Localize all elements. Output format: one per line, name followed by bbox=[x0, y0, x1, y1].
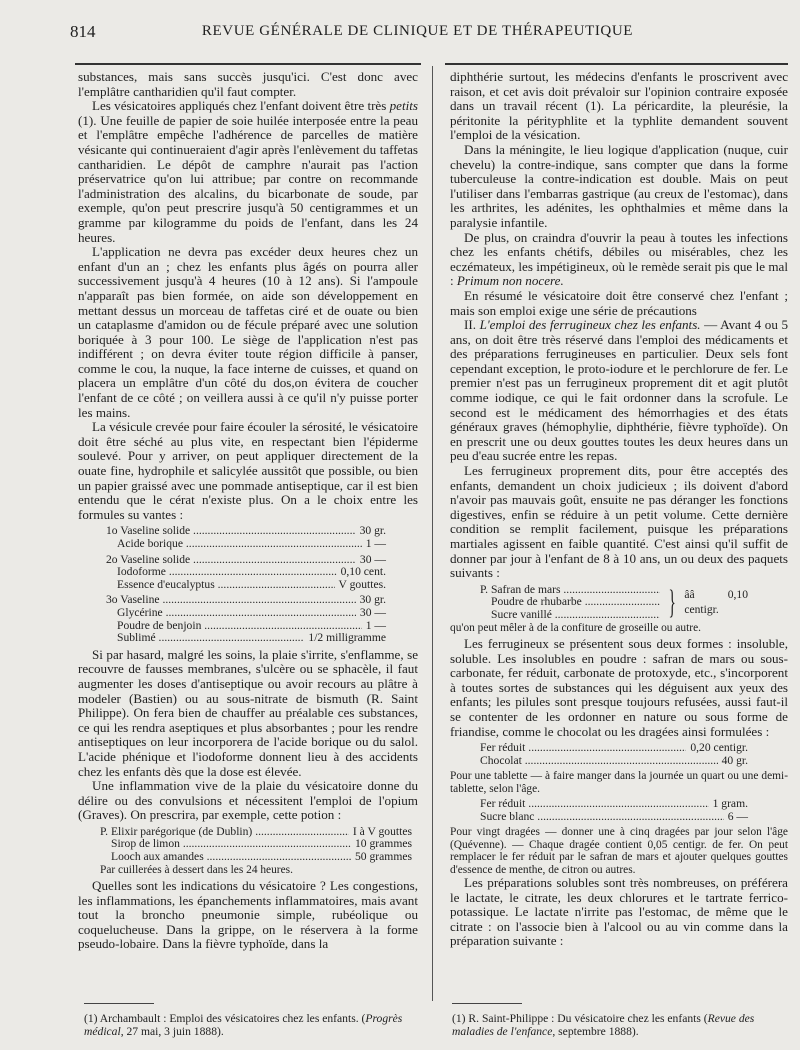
paragraph: Les ferrugineux proprement dits, pour être acceptés des enfants, demandent un choix judicieux ; ils doivent d'abord n'avoir pas mauvais goût, ensuite ne pas déranger les fonctions digestives, enfin se réduire à un petit volume. Cette dernière condition se remplit facilement, puisque les préparations martiales agissent en faible quantité. C'est ainsi qu'il suffit de donner par jour à l'enfant de 8 à 10 ans, un ou deux des paquets suivants : bbox=[450, 463, 788, 581]
formula-line: Poudre de rhubarbe ..... bbox=[480, 596, 660, 609]
footnote-rule-right bbox=[452, 1003, 522, 1004]
formula-line: Poudre de benjoin ..... 1 — bbox=[106, 620, 386, 633]
paragraph: La vésicule crevée pour faire écouler la sérosité, le vésicatoire doit être séché au plus vite, en respectant bien l'épiderme soulevé. Pour y arriver, on peut appliquer directement de la ouate fine, hydrophile et salicylée aussitôt que possible, ou bien un papier graissé avec une pommade antiseptique, car il est bien entendu que le cérat n'existe plus. On a le choix entre les formules su vantes : bbox=[78, 419, 418, 522]
formula-chocolate bbox=[450, 742, 788, 767]
formula-note: Pour une tablette — à faire manger dans la journée un quart ou une demi-tablette, selon l'âge. bbox=[450, 770, 788, 795]
header-rule-right bbox=[445, 63, 788, 65]
formula-note: Par cuillerées à dessert dans les 24 heures. bbox=[100, 863, 293, 876]
formula-line: Sirop de limon ..... 10 grammes bbox=[100, 838, 412, 851]
formula-line: Glycérine ..... 30 — bbox=[106, 607, 386, 620]
section-paragraph: II. L'emploi des ferrugineux chez les enfants. — Avant 4 ou 5 ans, on doit être très réservé dans l'emploi des médicaments et des préparations ferrugineuses en particulier. Deux sels font cependant exception, le proto-iodure et le perchlorure de fer. Le premier n'est pas un ferrugineux proprement dit et agit plutôt comme iodique, ce qui le fait ordonner dans la scrofule. Le second est le médicament des hémorrhagies et des états généraux graves (hémophylie, diphthérie, fièvre typhoïde). On en prescrit une ou deux gouttes toutes les deux heures dans un peu d'eau sucrée entre les repas. bbox=[450, 317, 788, 464]
formula-line: Sublimé ..... 1/2 milligramme bbox=[106, 632, 386, 645]
right-column bbox=[450, 70, 788, 949]
column-separator bbox=[432, 66, 433, 1001]
formula-line: Sucre vanillé ..... bbox=[480, 609, 660, 622]
paragraph: Quelles sont les indications du vésicatoire ? Les congestions, les inflammations, les épanchements inflammatoires, mais avant tout la broncho pneumonie simple, rubéolique ou coquelucheuse. Dans la grippe, on le réservera à la forme pseudo-lobaire. Dans la fièvre typhoïde, dans la bbox=[78, 878, 418, 952]
paragraph: Dans la méningite, le lieu logique d'application (nuque, cuir chevelu) la contre-indique, sans compter que dans la forme tuberculeuse la contre-indication est double. Mais on peut l'utiliser dans l'embarras gastrique (au creux de l'estomac), dans les arthrites, les adénites, les ophthalmies et même dans la paralysie infantile. bbox=[450, 141, 788, 230]
formula-1 bbox=[78, 525, 418, 550]
formula-line: Looch aux amandes ..... 50 grammes bbox=[100, 851, 412, 864]
formula-2 bbox=[78, 554, 418, 592]
paragraph: substances, mais sans succès jusqu'ici. C'est donc avec l'emplâtre cantharidien qu'il faut compter. bbox=[78, 69, 418, 99]
formula-note: Pour vingt dragées — donner une à cinq dragées par jour selon l'âge (Quévenne). — Chaque dragée contient 0,05 centigr. de fer. On peut remplacer le fer réduit par le safran de mars et ajouter quelques gouttes d'essence de menthe, de citron ou autres. bbox=[450, 826, 788, 876]
formula-dragees bbox=[450, 798, 788, 823]
paragraph: Les préparations solubles sont très nombreuses, on préférera le lactate, le citrate, les deux chlorures et le tartrate ferrico-potassique. Le lactate n'irrite pas l'estomac, de même que le citrate : on l'associe bien à l'alcool ou au vin comme dans la préparation suivante : bbox=[450, 874, 788, 949]
left-column bbox=[78, 70, 418, 952]
formula-note: qu'on peut mêler à de la confiture de groseille ou autre. bbox=[450, 621, 701, 634]
footnote-rule-left bbox=[84, 1003, 154, 1004]
paragraph: L'application ne devra pas excéder deux heures chez un enfant d'un an ; chez les enfants plus âgés on pourra aller successivement jusqu'à 4 heures (10 à 12 ans). Si l'ampoule n'apparaît pas bien formée, on aide son développement en mettant dessus un morceau de taffetas ciré et de ouate ou bien un cataplasme d'amidon ou de fécule préparé avec une solution boriquée à 3 pour 100. Le siège de l'application n'est pas indifférent ; on devra éviter toute région difficile à panser, comme le cou, la nuque, la face interne de cuisses, et quand on placera un emplâtre d'un côté du dos,on évitera de coucher l'enfant de ce côté ; on veillera aussi à ce qu'il n'y puisse porter les mains. bbox=[78, 244, 418, 420]
formula-line: 1o Vaseline solide ..... 30 gr. bbox=[106, 525, 386, 538]
footnote-right: (1) R. Saint-Philippe : Du vésicatoire chez les enfants (Revue des maladies de l'enfance, septembre 1888). bbox=[452, 1012, 755, 1038]
formula-line: Acide borique ..... 1 — bbox=[106, 538, 386, 551]
formula-line: Fer réduit ..... 1 gram. bbox=[480, 798, 748, 811]
formula-line: Chocolat ..... 40 gr. bbox=[480, 755, 748, 768]
paragraph: Une inflammation vive de la plaie du vésicatoire donne du délire ou des convulsions et nécessitent l'emploi de l'opium (Graves). On prescrira, par exemple, cette potion : bbox=[78, 778, 418, 823]
paragraph: Si par hasard, malgré les soins, la plaie s'irrite, s'enflamme, se recouvre de fausses membranes, s'ulcère ou se sphacèle, il faut augmenter les doses d'antiseptique ou avoir recours au plâtre à modeler (Bastien) ou au sous-nitrate de bismuth (R. Saint Philippe). On fera bien de chauffer au préalable ces substances, ce qui les rendra aseptiques et plus absorbantes ; pour les rendre antiseptiques on leur incorporera de l'acide borique ou du salol. L'acide phénique et l'iodoforme donnent lieu à des accidents chez les enfants dès que la dose est élevée. bbox=[78, 646, 418, 779]
running-title: REVUE GÉNÉRALE DE CLINIQUE ET DE THÉRAPEUTIQUE bbox=[201, 23, 634, 39]
paragraph: Les ferrugineux se présentent sous deux formes : insoluble, soluble. Les insolubles en poudre : safran de mars ou sous-carbonate, fer réduit, carbonate de protoxyde, etc., s'incorporent à toutes sortes de substances qui les déguisent aux yeux des enfants; les pilules sont presque toujours refusées, aussi faut-il se contenter de les ordonner en nature ou sous forme de friandise, comme le chocolat ou les dragées ainsi formulées : bbox=[450, 635, 788, 739]
paragraph: En résumé le vésicatoire doit être conservé chez l'enfant ; mais son emploi exige une série de précautions bbox=[450, 287, 788, 318]
page-number: 814 bbox=[70, 22, 96, 41]
paragraph: diphthérie surtout, les médecins d'enfants le proscrivent avec raison, et cet avis doit prévaloir sur l'opinion contraire exposée dans un travail récent (1). La péricardite, la pleurésie, la péritonite la pérityphlite et la typhlite demandent souvent l'emploi de la vésication. bbox=[450, 69, 788, 143]
header-rule-left bbox=[75, 63, 421, 65]
page-header bbox=[70, 22, 765, 44]
formula-line: Essence d'eucalyptus ..... V gouttes. bbox=[106, 579, 386, 592]
formula-powders bbox=[450, 584, 788, 634]
paragraph: De plus, on craindra d'ouvrir la peau à toutes les infections chez les enfants chétifs, débiles ou misérables, chez les eczémateux, les impétigineux, où le remède serait pis que le mal : Primum non nocere. bbox=[450, 229, 788, 289]
formula-line: Iodoforme ..... 0,10 cent. bbox=[106, 566, 386, 579]
formula-line: Fer réduit ..... 0,20 centigr. bbox=[480, 742, 748, 755]
brace: } bbox=[668, 583, 676, 621]
formula-line: 3o Vaseline ..... 30 gr. bbox=[106, 594, 386, 607]
formula-dose: ââ 0,10 centigr. bbox=[684, 588, 748, 616]
formula-3 bbox=[78, 594, 418, 644]
paragraph: Les vésicatoires appliqués chez l'enfant doivent être très petits (1). Une feuille de papier de soie huilée interposée entre la peau et l'emplâtre empêche l'adhérence de parcelles de matière vésicante qui continueraient d'agir après l'enlèvement du taffetas cantharidien. Le dépôt de camphre n'aurait pas l'action préservatrice qu'on lui attribue; par contre on recommande l'administration des alcalins, du bicarbonate de soude, par exemple, qu'on peut prescrire jusqu'à 50 centigrammes et un gramme par kilogramme du poids de l'enfant, dans les 24 heures. bbox=[78, 98, 418, 245]
formula-line: Sucre blanc ..... 6 — bbox=[480, 811, 748, 824]
formula-group bbox=[480, 584, 748, 622]
formula-line: P. Elixir parégorique (de Dublin) ..... I à V gouttes bbox=[100, 826, 412, 839]
formula-potion bbox=[78, 826, 418, 876]
footnote-left: (1) Archambault : Emploi des vésicatoires chez les enfants. (Progrès médical, 27 mai, 3 juin 1888). bbox=[84, 1012, 403, 1038]
formula-line: P. Safran de mars ..... bbox=[480, 584, 660, 597]
formula-line: 2o Vaseline solide ..... 30 — bbox=[106, 554, 386, 567]
